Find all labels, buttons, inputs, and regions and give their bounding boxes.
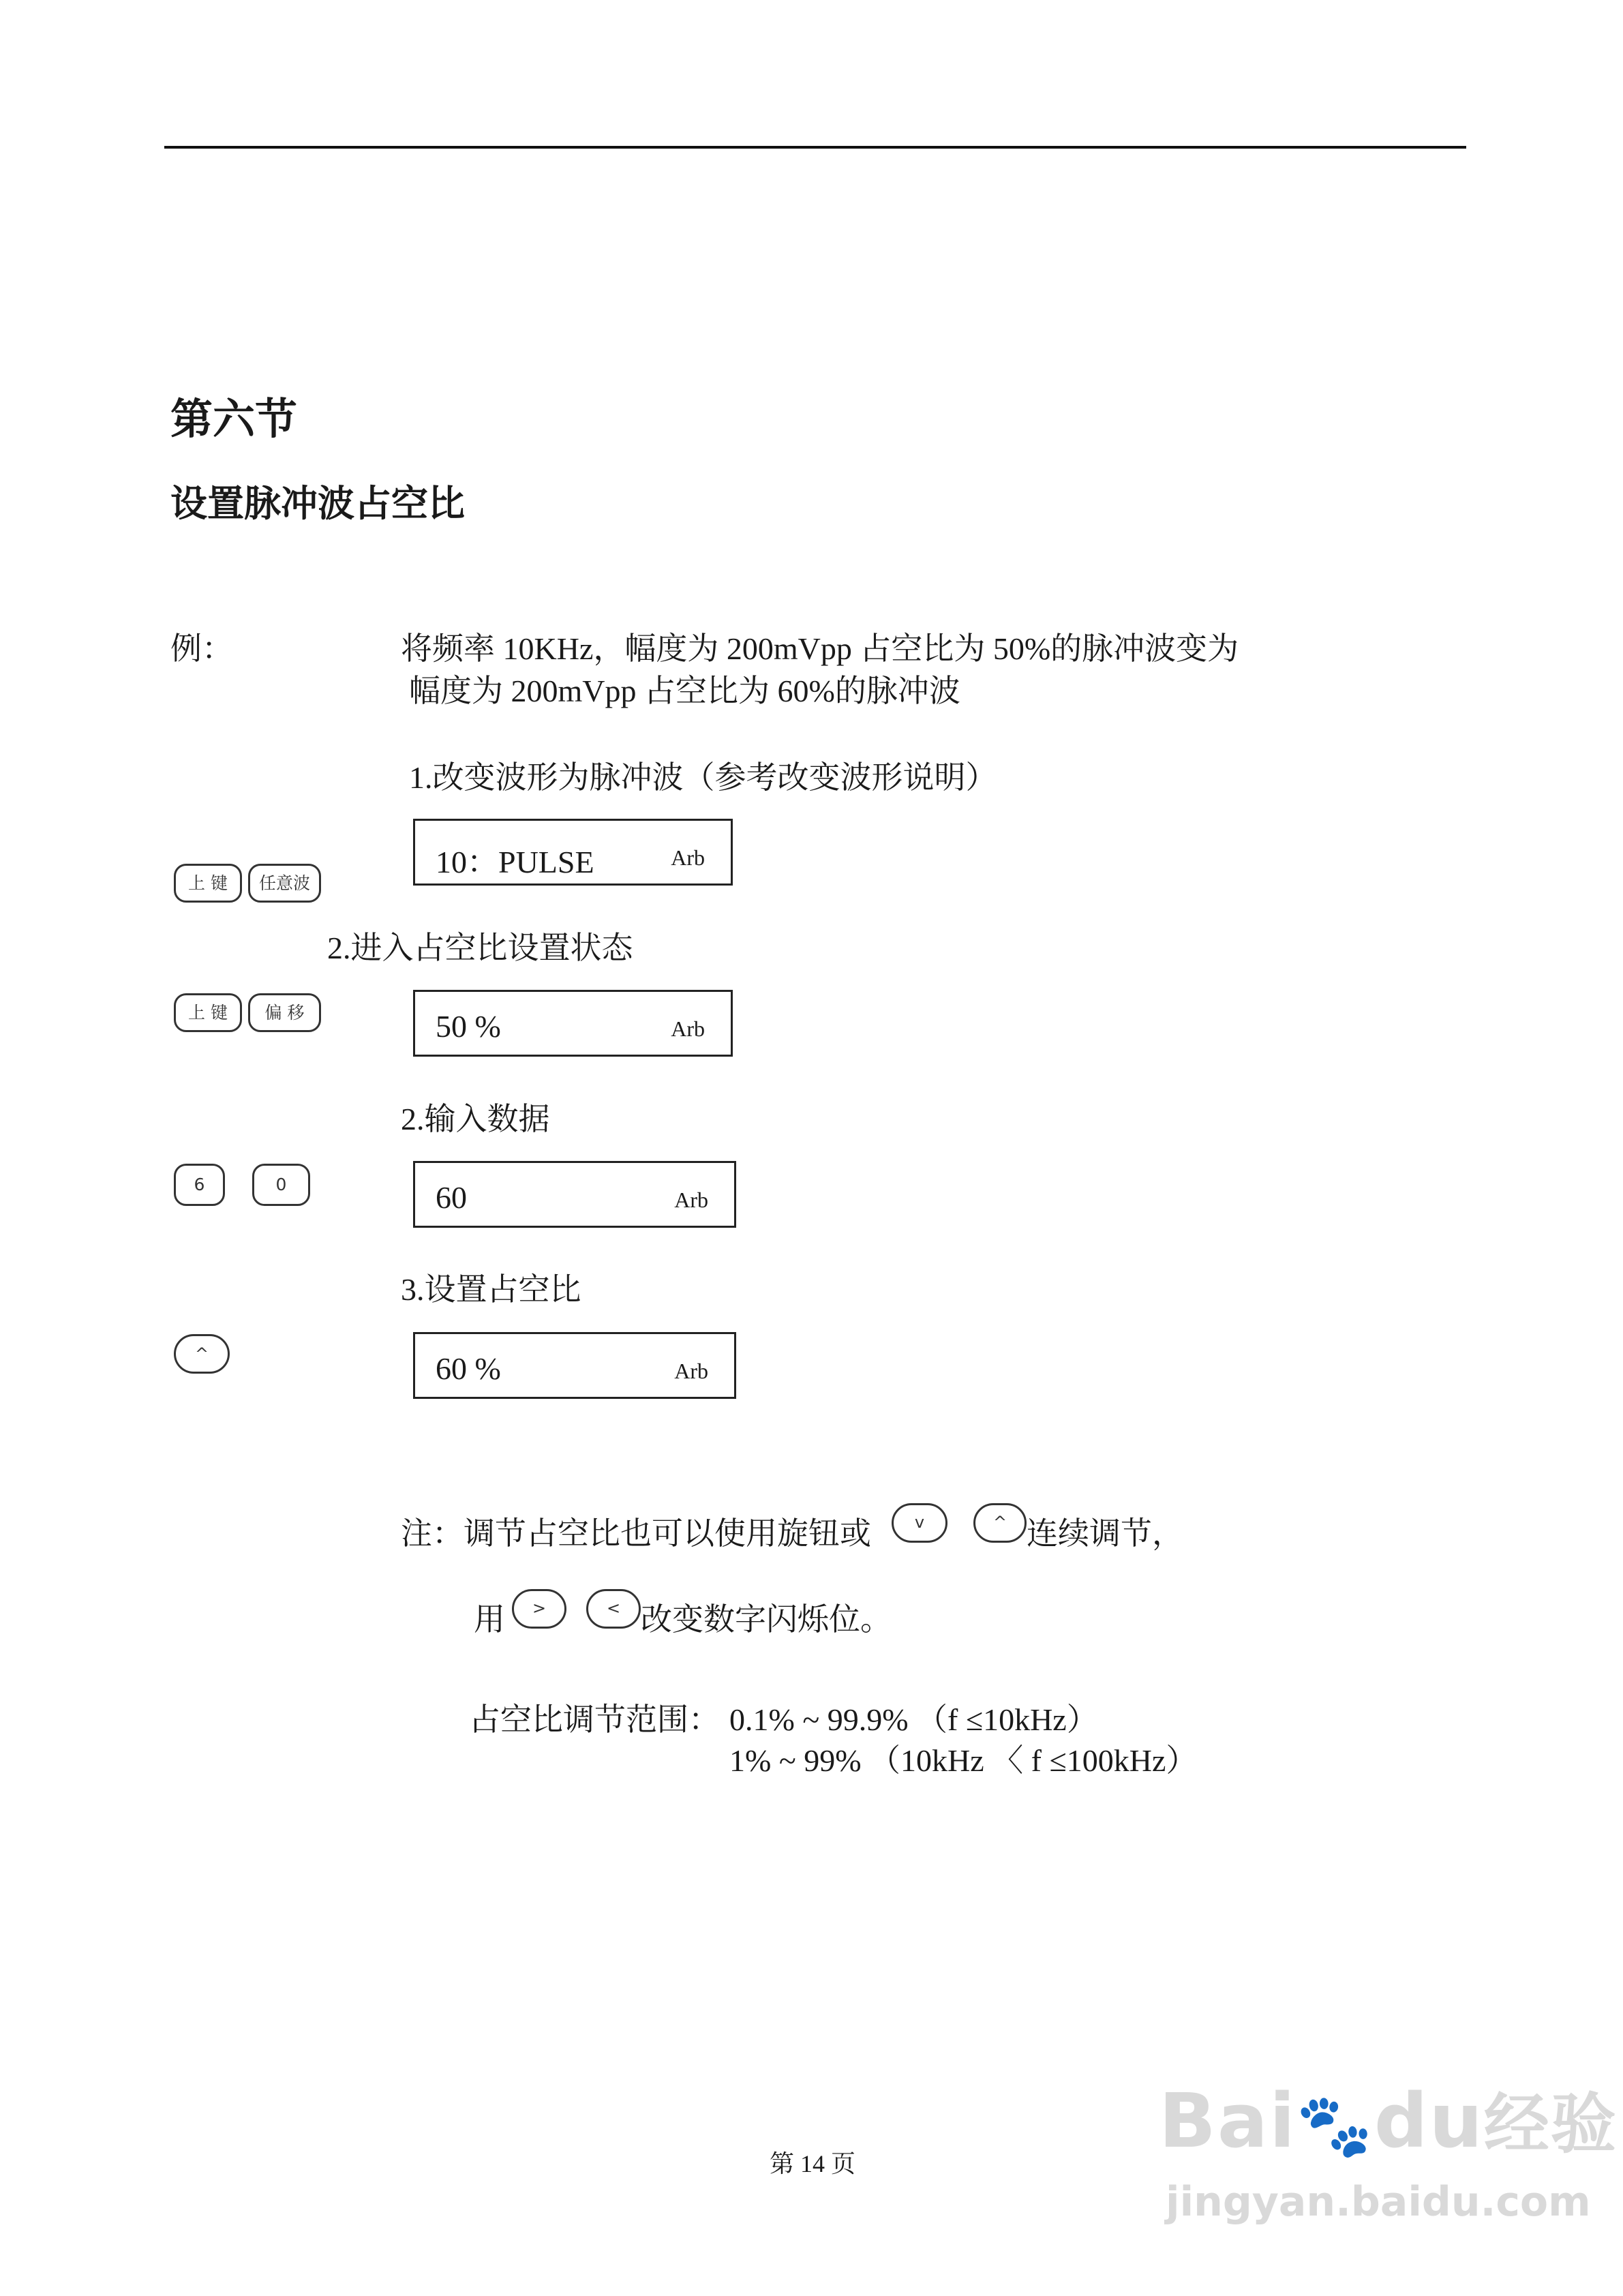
watermark-brand: Bai [1159,2077,1296,2164]
range-label: 占空比调节范围： [469,1702,720,1737]
display-mode: Arb [671,845,705,870]
offset-key[interactable]: 偏 移 [248,993,321,1032]
watermark-url: jingyan.baidu.com [1166,2178,1591,2226]
display-value: 60 [436,1180,467,1215]
range-1: 0.1% ~ 99.9% （f ≤10kHz） [729,1702,1098,1737]
example-label: 例： [170,631,233,666]
step-2-text: 2.进入占空比设置状态 [327,931,633,965]
display-mode: Arb [674,1188,708,1212]
note-line-1 [401,1518,871,1550]
right-arrow-key[interactable]: > [512,1589,566,1629]
baidu-watermark [1159,2072,1618,2166]
digit-6-key[interactable]: 6 [174,1164,225,1206]
display-value: 50 % [436,1009,501,1044]
watermark-brand2: du [1374,2077,1484,2164]
step-1-text: 1.改变波形为脉冲波（参考改变波形说明） [409,760,997,795]
lcd-display-3 [413,1161,736,1228]
lcd-display-1 [413,819,733,886]
step-3-text: 2.输入数据 [401,1102,550,1136]
watermark-jingyan: 经验 [1483,2086,1618,2162]
note-line2-prefix: 用 [474,1602,505,1637]
note-suffix: 连续调节， [1027,1516,1183,1551]
down-arrow-key[interactable]: v [892,1503,947,1543]
digit-0-key[interactable]: 0 [252,1164,310,1206]
up-arrow-key[interactable]: ^ [174,1334,230,1374]
header-rule [164,146,1466,149]
arb-key[interactable]: 任意波 [248,864,321,903]
example-line-2: 幅度为 200mVpp 占空比为 60%的脉冲波 [409,674,960,708]
page-title: 设置脉冲波占空比 [170,482,465,525]
page-number: 第 14 页 [770,2150,856,2177]
left-arrow-key[interactable]: < [586,1589,641,1629]
up-arrow-key[interactable]: ^ [973,1503,1027,1543]
display-mode: Arb [674,1359,708,1383]
display-value: 10：PULSE [436,845,594,879]
example-line-1: 将频率 10KHz，幅度为 200mVpp 占空比为 50%的脉冲波变为 [401,631,1239,666]
range-2: 1% ~ 99% （10kHz 〈 f ≤100kHz） [729,1743,1198,1778]
shift-key[interactable]: 上 键 [174,993,242,1032]
display-mode: Arb [671,1016,705,1041]
shift-key[interactable]: 上 键 [174,864,242,903]
note-line2-suffix: 改变数字闪烁位。 [641,1602,892,1637]
display-value: 60 % [436,1351,501,1386]
note-prefix: 注：调节占空比也可以使用旋钮或 [401,1516,871,1551]
step-4-text: 3.设置占空比 [401,1272,581,1307]
section-heading: 第六节 [170,394,298,444]
lcd-display-2 [413,990,733,1057]
paw-icon: 🐾 [1296,2090,1374,2162]
lcd-display-4 [413,1332,736,1399]
